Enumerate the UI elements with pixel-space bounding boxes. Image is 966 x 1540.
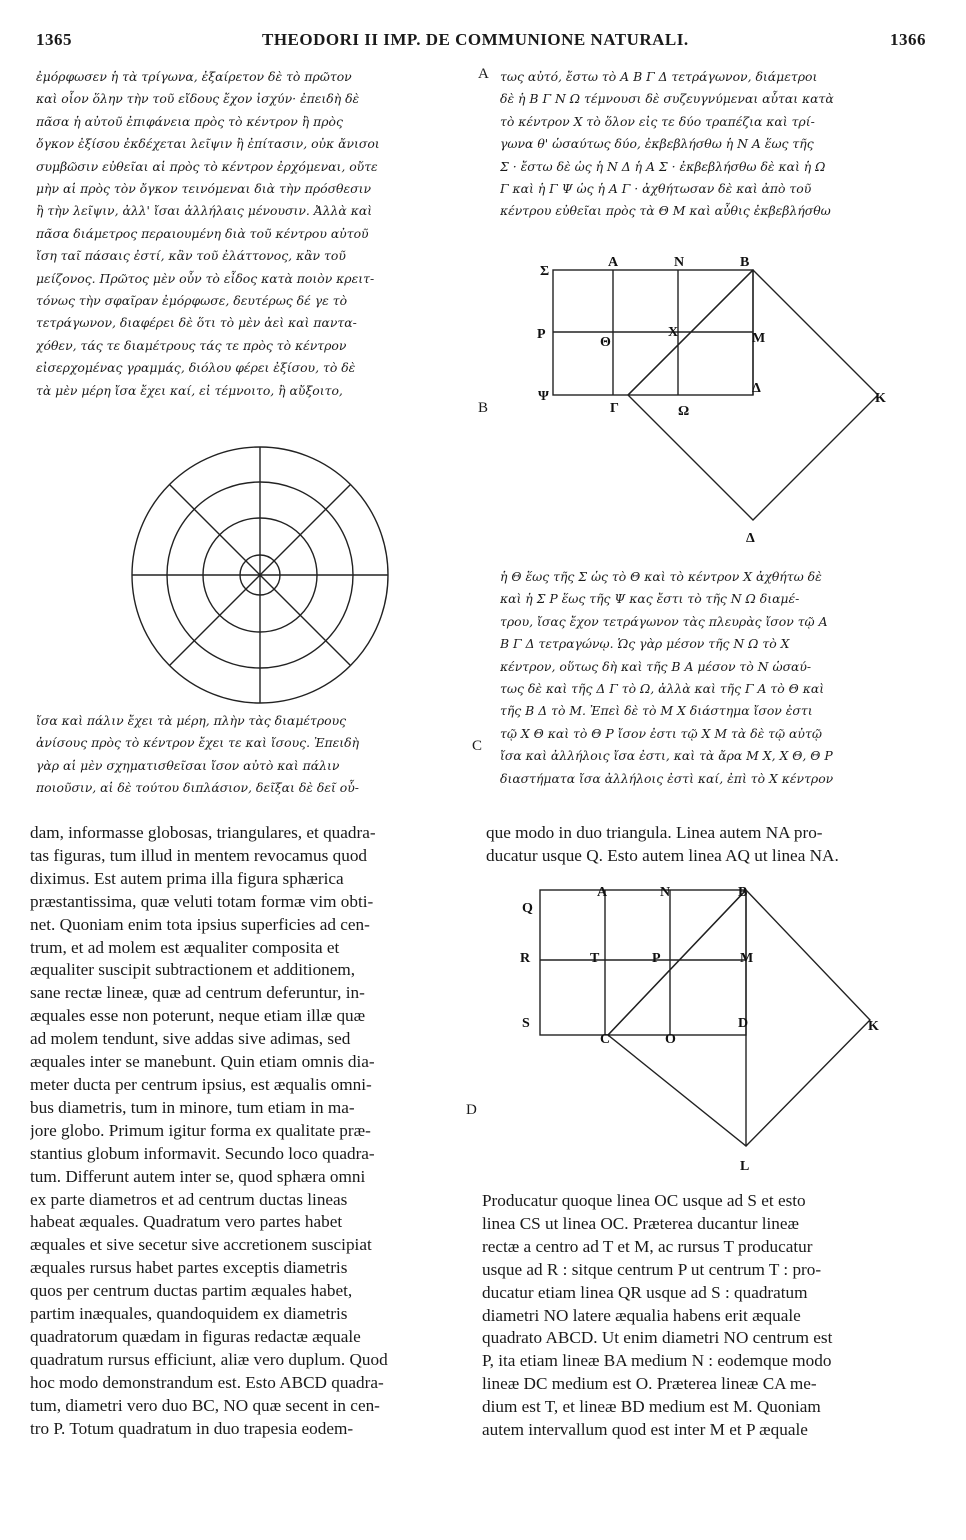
text-line: dam, informasse globosas, triangulares, et quadra- (30, 823, 376, 842)
text-line: quos per centrum ductas partim æquales habet, (30, 1281, 353, 1301)
text-line: τως αὐτό, ἔστω τὸ Α Β Γ Δ τετράγωνον, διάμετροι (500, 69, 818, 84)
margin-marker-c: C (472, 738, 483, 754)
text-line: meter ducta per centrum ipsius, est æqualis omni- (30, 1074, 372, 1094)
text-line: æquales rursus habet partes exceptis diametris (30, 1258, 348, 1278)
page-number-right: 1366 (890, 30, 926, 49)
label-n: N (660, 885, 671, 900)
text-line: τὸ κέντρον Χ τὸ ὅλον εἰς τε δύο τραπέζια καὶ τρί- (500, 113, 815, 129)
text-line: æquales esse non poterunt, neque etiam illæ quæ (30, 1006, 366, 1026)
text-line: τως δὲ καὶ τῆς Δ Γ τὸ Ω, ἀλλὰ καὶ τῆς Γ Α τὸ Θ καὶ (500, 681, 825, 697)
label-beta: Β (740, 255, 750, 270)
latin-square-figure (510, 880, 890, 1180)
text-line: quadrato ABCD. Ut enim diametri NO centrum est (482, 1328, 833, 1348)
label-chi: Χ (668, 325, 679, 340)
text-line: diametri NO latere æqualia habens erit æquale (482, 1305, 801, 1325)
text-line: linea CS ut linea OC. Præterea ducantur lineæ (482, 1213, 799, 1233)
margin-marker-d: D (466, 1102, 477, 1118)
label-delta-mid: Δ (752, 381, 761, 396)
label-nu: Ν (674, 255, 685, 270)
running-title: THEODORI II IMP. DE COMMUNIONE NATURALI. (262, 30, 689, 49)
label-l: L (740, 1159, 750, 1174)
text-line: rectæ a centro ad T et M, ac rursus T producatur (482, 1236, 813, 1256)
label-m: M (740, 951, 754, 966)
text-line: Σ · ἔστω δὲ ὡς ἡ Ν Δ ἡ Α Σ · ἐκβεβλήσθω δὲ καὶ ἡ Ω (500, 158, 826, 174)
greek-square-figure (528, 250, 888, 550)
text-line: ἴσα καὶ πάλιν ἔχει τὰ μέρη, πλὴν τὰς διαμέτρους (36, 713, 347, 728)
text-line: autem intervallum quod est inter M et P æquale (482, 1420, 808, 1440)
text-line: net. Quoniam enim tota ipsius superficies ad cen- (30, 914, 370, 934)
label-gamma: Γ (610, 401, 619, 416)
label-t: T (590, 951, 600, 966)
text-line: τὰ μὲν μέρη ἴσα ἔχει καί, εἰ τέμνοιτο, ἢ αὔξοιτο, (36, 382, 343, 398)
text-line: εἰσερχομένας γραμμάς, διόλου φέρει ἐξίσου, τὸ δὲ (36, 360, 356, 376)
label-q: Q (522, 901, 533, 916)
text-line: ducatur usque Q. Esto autem linea AQ ut linea NA. (486, 845, 839, 865)
text-line: hoc modo demonstrandum est. Esto ABCD quadra- (30, 1372, 384, 1392)
label-s: S (522, 1016, 530, 1031)
text-line: Γ καὶ ἡ Γ Ψ ὡς ἡ Α Γ · ἀχθήτωσαν δὲ καὶ ἀπὸ τοῦ (500, 181, 812, 197)
greek-text-right-top (500, 66, 924, 223)
label-p: P (652, 951, 661, 966)
text-line: γὰρ αἱ μὲν σχηματισθεῖσαι ἴσον αὐτὸ καὶ πάλιν (36, 757, 340, 773)
label-delta-bottom: Δ (746, 531, 755, 546)
text-line: μείζονος. Πρῶτος μὲν οὖν τὸ εἶδος κατὰ ποιὸν κρειτ- (36, 270, 375, 286)
text-line: συμβῶσιν εὐθεῖαι αἱ πρὸς τὸ κέντρον ἐρχόμεναι, οὔτε (36, 158, 378, 174)
label-k: K (868, 1019, 879, 1034)
text-line: ἀνίσους πρὸς τὸ κέντρον ἔχει τε καὶ ἴσους. Ἐπειδὴ (36, 735, 360, 751)
text-line: lineæ DC medium est O. Præterea lineæ CA me- (482, 1374, 817, 1394)
text-line: ἴση ταῖ πάσαις ἐστί, κἂν τοῦ ἐλάττονος, κἂν τοῦ (36, 248, 346, 264)
text-line: ad molem tendunt, sive addas sive adimas, sed (30, 1029, 351, 1049)
margin-marker-b: B (478, 400, 489, 416)
text-line: P, ita etiam lineæ BA medium N : eodemque modo (482, 1351, 832, 1371)
label-mu: Μ (752, 331, 766, 346)
text-line: μὴν αἱ πρὸς τὸν ὄγκον τεινόμεναι διὰ τὴν πρόσθεσιν (36, 181, 372, 197)
text-line: tro P. Totum quadratum in duo trapesia eodem- (30, 1418, 354, 1438)
greek-text-left-bottom (36, 710, 460, 800)
text-line: habeat æquales. Quadratum vero partes habet (30, 1212, 343, 1232)
text-line: trum, et ad molem est æqualiter composita et (30, 937, 340, 957)
text-line: diximus. Est autem prima illa figura sphærica (30, 868, 344, 888)
text-line: κέντρον, οὕτως δὴ καὶ τῆς Β Α μέσον τὸ Ν ὡσαύ- (500, 658, 812, 674)
text-line: τρου, ἴσας ἔχον τετράγωνον τὰς πλευρὰς ἴσον τῷ Α (500, 613, 828, 629)
label-alpha: Α (608, 255, 619, 270)
label-d: D (738, 1016, 749, 1031)
page-number-left: 1365 (36, 30, 72, 49)
label-theta: Θ (600, 335, 611, 350)
text-line: ἴσα καὶ ἀλλήλοις ἴσα ἐστι, καὶ τὰ ἄρα Μ Χ, Χ Θ, Θ Ρ (500, 748, 833, 764)
text-line: ὄγκον ἐξίσου ἐκδέχεται λεῖψιν ἢ ἐπίτασιν, οὐκ ἄνισοι (36, 136, 380, 152)
text-line: δὲ ἡ Β Γ Ν Ω τέμνουσι δὲ συζευγνύμεναι αὗται κατὰ (500, 91, 834, 107)
text-line: Producatur quoque linea OC usque ad S et esto (482, 1191, 806, 1210)
label-omega: Ω (678, 404, 690, 419)
greek-text-left-top (36, 66, 460, 402)
text-line: sane rectæ lineæ, quæ ad centrum deferuntur, in- (30, 983, 365, 1003)
text-line: διαστήματα ἴσα ἀλλήλοις ἐστὶ καί, ἐπὶ τὸ Χ κέντρον (500, 770, 834, 786)
text-line: ἐμόρφωσεν ἡ τὰ τρίγωνα, ἐξαίρετον δὲ τὸ πρῶτον (36, 69, 352, 84)
text-line: tum, diametri vero duo BC, NO quæ secent in cen- (30, 1395, 380, 1415)
text-line: χόθεν, τάς τε διαμέτρους τάς τε πρὸς τὸ κέντρον (36, 337, 347, 353)
text-line: πᾶσα ἡ αὐτοῦ ἐπιφάνεια πρὸς τὸ κέντρον ἢ πρὸς (36, 113, 343, 129)
text-line: quadratorum quædam in figuras redactæ æquale (30, 1326, 361, 1346)
text-line: τῆς Β Δ τὸ Μ. Ἐπεὶ δὲ τὸ Μ Χ διάστημα ἴσον ἐστι (500, 703, 813, 719)
text-line: æquales et sive secetur sive accretionem suscipiat (30, 1235, 372, 1255)
concentric-circles-figure (125, 440, 395, 710)
label-r: R (520, 951, 531, 966)
greek-text-right-middle (500, 566, 924, 790)
text-line: γωνα θ' ὡσαύτως δύο, ἐκβεβλήσθω ἡ Ν Α ἕως τῆς (500, 136, 814, 152)
text-line: quadratum rursus efficiunt, aliæ vero duplum. Quod (30, 1349, 388, 1369)
text-line: τῷ Χ Θ καὶ τὸ Θ Ρ ἴσον ἐστι τῷ Χ Μ τὰ δὲ τῷ αὐτῷ (500, 725, 822, 741)
label-o: O (665, 1032, 676, 1047)
text-line: tas figuras, tum illud in mentem revocamus quod (30, 845, 368, 865)
text-line: κέντρου εὐθεῖαι πρὸς τὰ Θ Μ καὶ αὖθις ἐκβεβλήσθω (500, 203, 831, 219)
text-line: πᾶσα διάμετρος περαιουμένη διὰ τοῦ κέντρου αὐτοῦ (36, 225, 369, 241)
label-a: A (597, 885, 608, 900)
text-line: que modo in duo triangula. Linea autem NA pro- (486, 823, 823, 842)
text-line: æquales inter se manebunt. Quin etiam omnis dia- (30, 1052, 375, 1072)
label-b: B (738, 885, 748, 900)
label-kappa: Κ (875, 391, 886, 406)
text-line: καὶ οἷον ὅλην τὴν τοῦ εἴδους ἔχον ἰσχύν· ἐπειδὴ δὲ (36, 91, 360, 107)
label-psi: Ψ (538, 389, 549, 404)
text-line: bus diametris, tum in minore, tum etiam in ma- (30, 1097, 355, 1117)
text-line: stantius globum informavit. Secundo loco quadra- (30, 1143, 375, 1163)
text-line: jore globo. Primum igitur forma ex qualitate præ- (30, 1120, 371, 1140)
text-line: ex parte diametros et ad centrum ductas lineas (30, 1189, 348, 1209)
text-line: τόνως τὴν σφαῖραν ἐμόρφωσε, δευτέρως δέ γε τὸ (36, 293, 348, 309)
text-line: tum. Differunt autem inter se, quod sphæra omni (30, 1166, 366, 1186)
text-line: usque ad R : sitque centrum P ut centrum T : pro- (482, 1259, 822, 1279)
text-line: æqualiter suscipit subtractionem et additionem, (30, 960, 356, 980)
text-line: dium est T, et lineæ BD medium est M. Quoniam (482, 1397, 821, 1417)
text-line: partim inæquales, quandoquidem ex diametris (30, 1304, 348, 1324)
label-c: C (600, 1032, 611, 1047)
text-line: Β Γ Δ τετραγώνῳ. Ὡς γὰρ μέσον τῆς Ν Ω τὸ Χ (500, 636, 790, 652)
text-line: ἢ τὴν λεῖψιν, ἀλλ' ἴσαι ἀλλήλαις μένουσιν. Ἀλλὰ καὶ (36, 203, 373, 219)
text-line: τετράγωνον, διαφέρει δὲ ὅτι τὸ μὲν ἀεὶ καὶ παντα- (36, 315, 357, 331)
text-line: præstantissima, quæ veluti totam formæ vim obti- (30, 891, 374, 911)
text-line: ducatur etiam linea QR usque ad S : quadratum (482, 1282, 808, 1302)
text-line: καὶ ἡ Σ Ρ ἕως τῆς Ψ κας ἔστι τὸ τῆς Ν Ω διαμέ- (500, 591, 800, 607)
label-sigma: Σ (540, 264, 550, 279)
label-rho: Ρ (537, 327, 546, 342)
text-line: ἡ Θ ἕως τῆς Σ ὡς τὸ Θ καὶ τὸ κέντρον Χ ἀχθήτω δὲ (500, 569, 822, 584)
text-line: ποιοῦσιν, αἱ δὲ τούτου διπλάσιον, δεῖξαι δὲ δεῖ οὗ- (36, 780, 359, 796)
latin-text-right-bottom (482, 1190, 922, 1442)
latin-text-left (30, 822, 458, 1440)
margin-marker-a: A (478, 66, 489, 82)
latin-text-right-top (486, 822, 922, 868)
